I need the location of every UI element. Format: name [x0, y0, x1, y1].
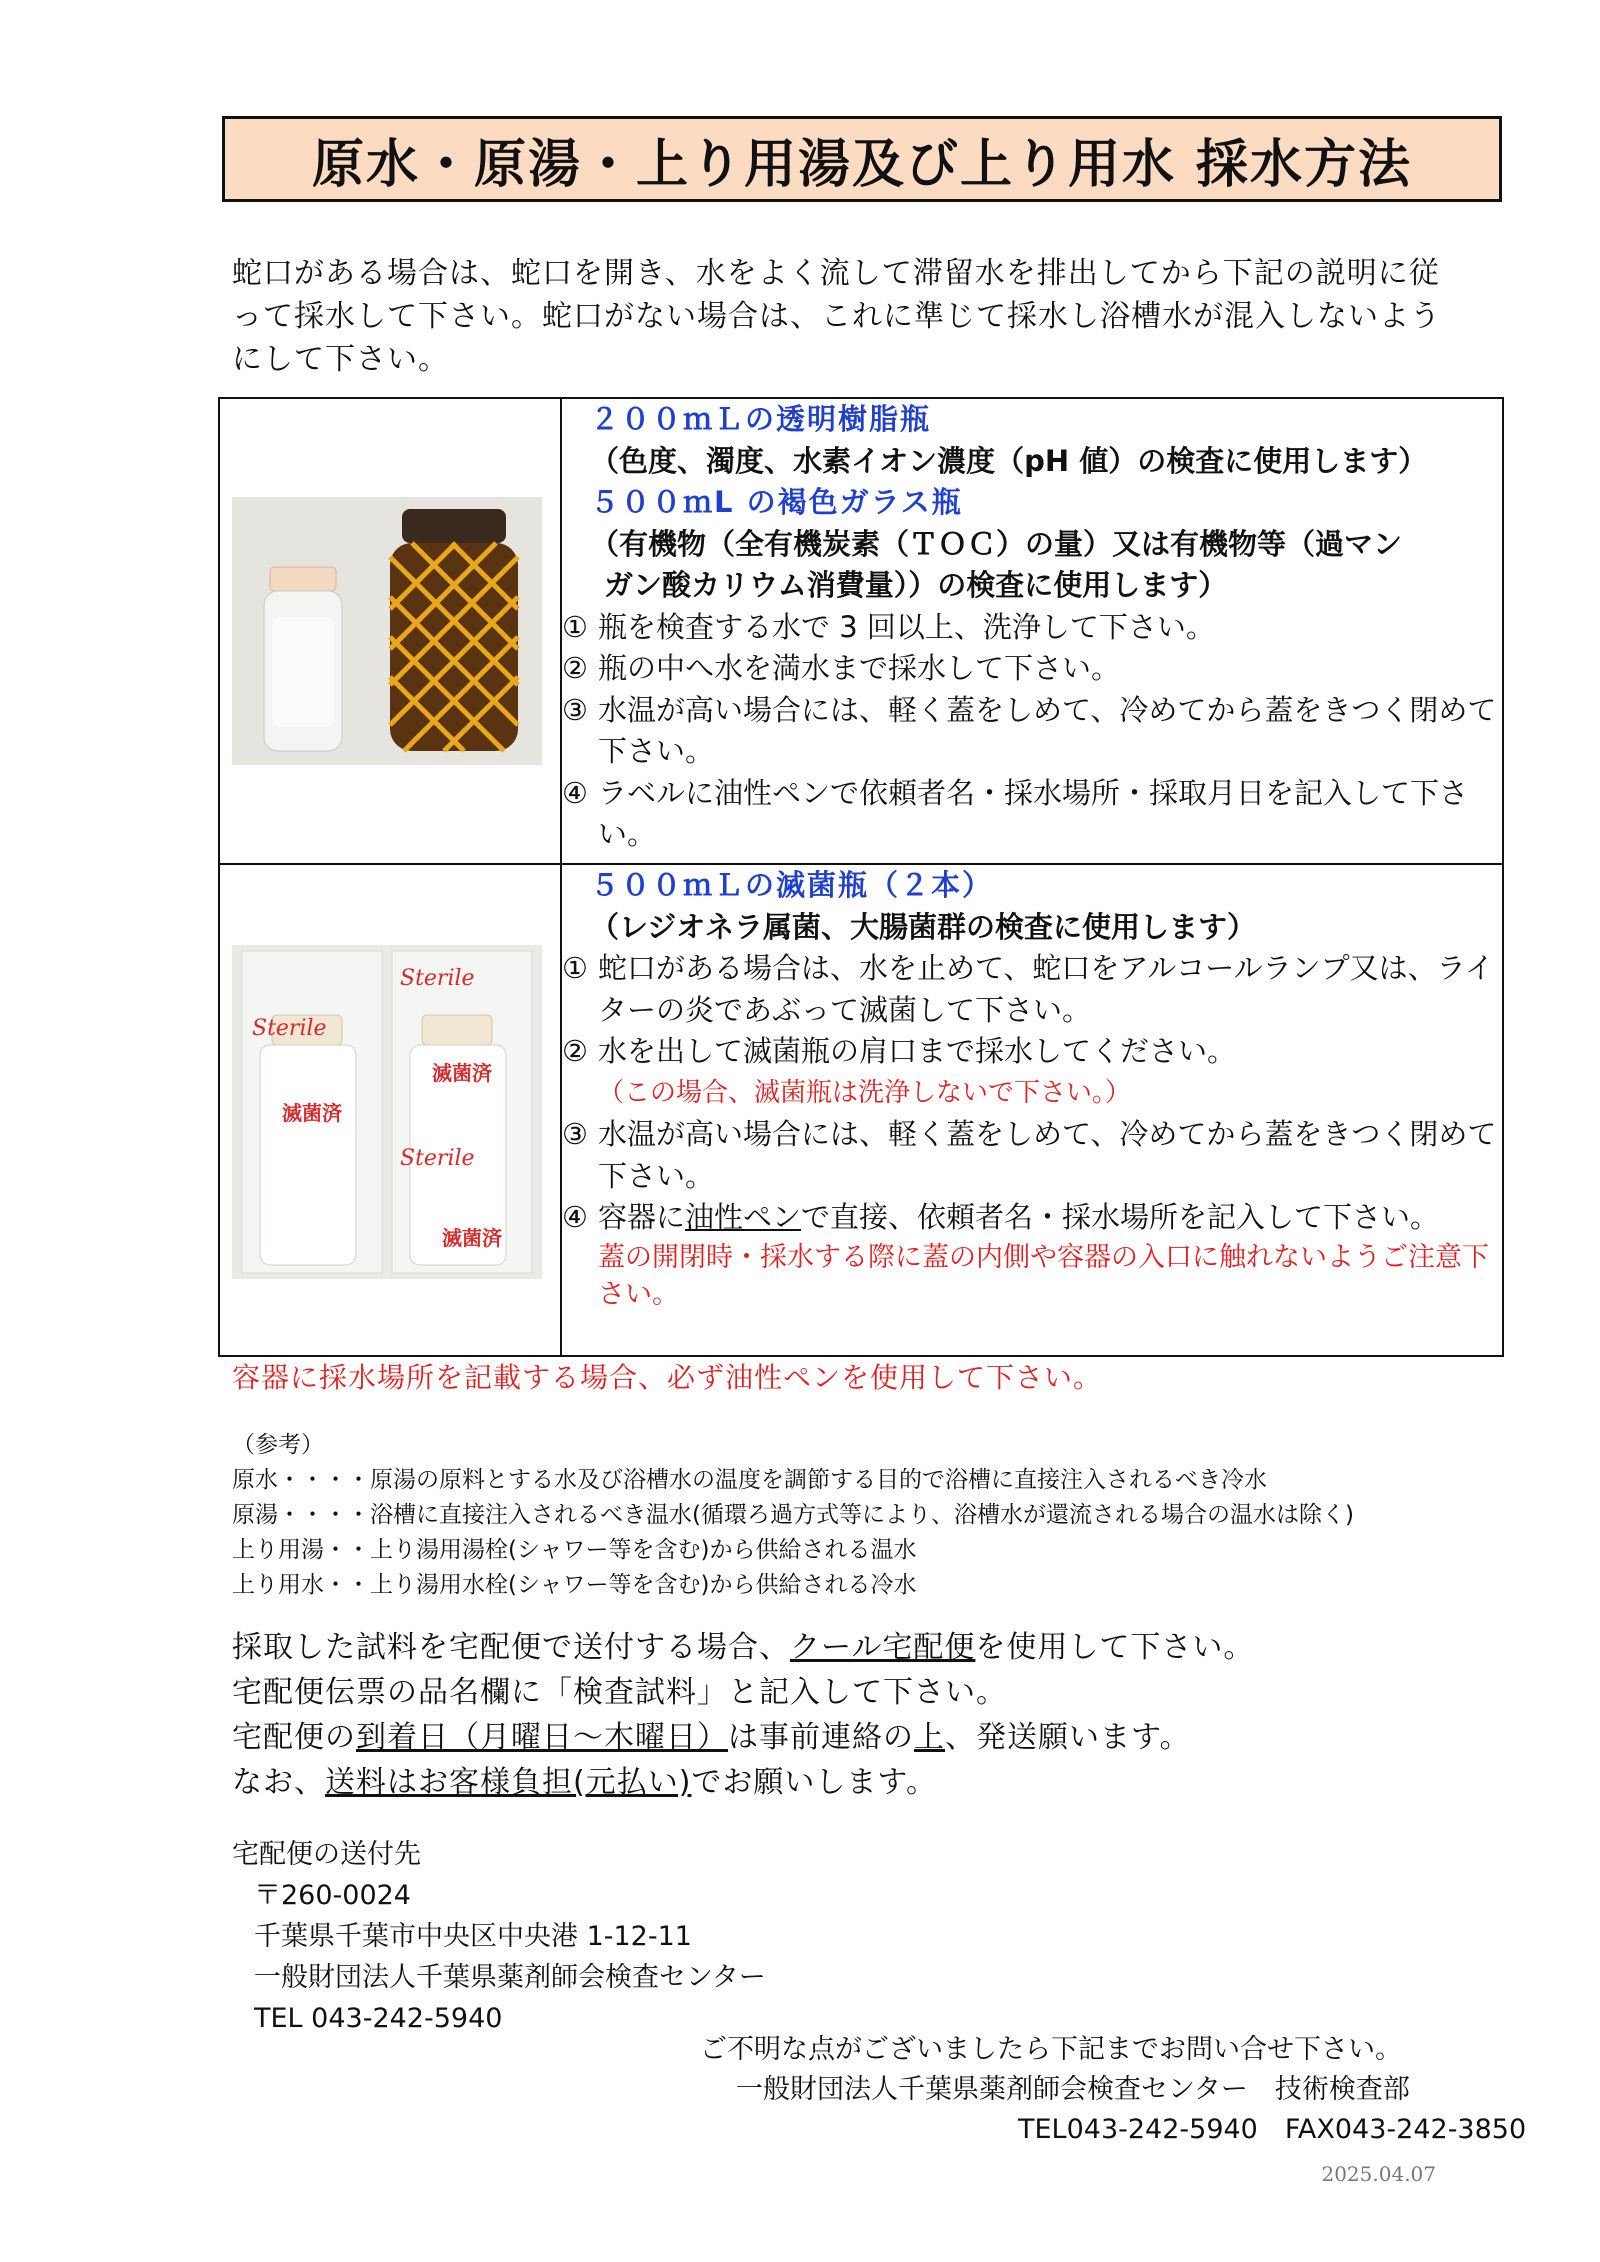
shipping-notes: [232, 1625, 1254, 1805]
note-text: を使用して下さい。: [975, 1630, 1255, 1665]
step-number: ④: [562, 1200, 588, 1234]
organization: 一般財団法人千葉県薬剤師会検査センター: [254, 1962, 766, 1993]
street-address: 千葉県千葉市中央区中央港 1-12-11: [254, 1921, 692, 1952]
note-line: [232, 1760, 1254, 1805]
cap-warning: 蓋の開閉時・採水する際に蓋の内側や容器の入口に触れないようご注意下さい。: [598, 1241, 1489, 1310]
step-text-post: で直接、依頼者名・採水場所を記入して下さい。: [801, 1200, 1440, 1234]
address-label: 宅配便の送付先: [232, 1839, 421, 1870]
note-text: 採取した試料を宅配便で送付する場合、: [232, 1630, 790, 1665]
cool-delivery: クール宅配便: [790, 1630, 976, 1665]
note-text: は事前連絡の: [728, 1720, 914, 1755]
heading-clear-bottle: ２００ｍＬの透明樹脂瓶: [590, 402, 932, 436]
step-number: ③: [562, 1117, 588, 1151]
references-label: （参考）: [232, 1432, 324, 1458]
shipping-address: [232, 1834, 766, 2039]
step-text: [598, 1197, 1502, 1239]
step-text: 蛇口がある場合は、水を止めて、蛇口をアルコールランプ又は、ライターの炎であぶって滅菌して下さい。: [598, 951, 1494, 1027]
step-item: [562, 773, 1502, 856]
intro-text: [232, 252, 1502, 381]
step-number: ①: [562, 951, 588, 985]
desc-brown-bottle-a: （有機物（全有機炭素（ＴＯＣ）の量）又は有機物等（過マン: [590, 526, 1403, 561]
step-text-pre: 容器に: [598, 1200, 686, 1234]
reference-item: 原水・・・・原湯の原料とする水及び浴槽水の温度を調節する目的で浴槽に直接注入されるべき冷水: [232, 1467, 1267, 1493]
step-text: ラベルに油性ペンで依頼者名・採水場所・採取月日を記入して下さい。: [598, 775, 1469, 851]
bottle-photo-cell-2: [219, 864, 561, 1356]
step-number: ④: [562, 775, 588, 810]
sterile-bottles-photo: [232, 945, 542, 1279]
note-line: 宅配便伝票の品名欄に「検査試料」と記入して下さい。: [232, 1675, 1007, 1710]
sterile-label: Sterile: [252, 1016, 327, 1041]
step-item: [562, 690, 1502, 773]
oil-pen-underline: 油性ペン: [685, 1200, 802, 1234]
sterilized-label: 滅菌済: [432, 1061, 492, 1085]
step-number: ①: [562, 609, 588, 644]
note-line: [232, 1715, 1254, 1760]
note-text: 、発送願います。: [945, 1720, 1191, 1755]
desc-brown-bottle-b: ガン酸カリウム消費量））の検査に使用します）: [604, 568, 1228, 602]
bottle-instructions-2: [561, 864, 1503, 1356]
contact-line: ご不明な点がございましたら下記までお問い合せ下さい。: [700, 2034, 1402, 2065]
sampling-table: [218, 397, 1504, 1357]
step-item: [562, 607, 1502, 649]
step-item: [562, 648, 1502, 690]
step-item: [562, 1031, 1502, 1073]
arrival-days: 到着日（月曜日～木曜日）: [356, 1720, 728, 1755]
intro-line: 蛇口がある場合は、蛇口を開き、水をよく流して滞留水を排出してから下記の説明に従: [232, 256, 1440, 291]
shipping-fee: 送料はお客様負担(元払い): [325, 1765, 692, 1800]
bottle-photo-cell-1: [219, 398, 561, 864]
sterile-label: Sterile: [400, 966, 475, 991]
step-item: [562, 948, 1502, 1031]
step-text: 瓶の中へ水を満水まで採水して下さい。: [598, 651, 1121, 685]
note-line: [232, 1625, 1254, 1670]
note-text: でお願いします。: [691, 1765, 938, 1800]
sterile-label: Sterile: [400, 1146, 475, 1171]
step-text: 瓶を検査する水で 3 回以上、洗浄して下さい。: [598, 609, 1215, 644]
desc-sterile-bottle: （レジオネラ属菌、大腸菌群の検査に使用します）: [590, 909, 1256, 944]
contact-line: TEL043-242-5940 FAX043-242-3850: [1018, 2114, 1527, 2145]
sterilized-label: 滅菌済: [282, 1101, 342, 1125]
step-number: ②: [562, 1034, 588, 1068]
step-number: ②: [562, 651, 588, 685]
step-number: ③: [562, 692, 588, 727]
step-item: [562, 1114, 1502, 1197]
step-text: 水温が高い場合には、軽く蓋をしめて、冷めてから蓋をきつく閉めて下さい。: [598, 692, 1497, 768]
step-text: 水を出して滅菌瓶の肩口まで採水してください。: [598, 1034, 1237, 1068]
intro-line: にして下さい。: [232, 342, 449, 377]
red-note: 容器に採水場所を記載する場合、必ず油性ペンを使用して下さい。: [232, 1361, 1103, 1394]
reference-item: 原湯・・・・浴槽に直接注入されるべき温水(循環ろ過方式等により、浴槽水が還流される場合の温水は除く): [232, 1502, 1354, 1528]
note-underline: 上: [914, 1720, 945, 1755]
note-text: 宅配便の: [232, 1720, 356, 1755]
sterilized-label: 滅菌済: [442, 1226, 502, 1250]
desc-clear-bottle: （色度、濁度、水素イオン濃度（pH 値）の検査に使用します）: [590, 443, 1428, 478]
references: [232, 1428, 1354, 1603]
reference-item: 上り用水・・上り湯用水栓(シャワー等を含む)から供給される冷水: [232, 1572, 917, 1598]
step-note: （この場合、滅菌瓶は洗浄しないで下さい。）: [598, 1077, 1132, 1108]
step-text: 水温が高い場合には、軽く蓋をしめて、冷めてから蓋をきつく閉めて下さい。: [598, 1117, 1497, 1193]
contact-info: [700, 2030, 1526, 2150]
step-item: [562, 1197, 1502, 1239]
note-text: なお、: [232, 1765, 325, 1800]
intro-line: って採水して下さい。蛇口がない場合は、これに準じて採水し浴槽水が混入しないよう: [232, 299, 1441, 334]
heading-sterile-bottle: ５００ｍＬの滅菌瓶（２本）: [590, 868, 994, 902]
heading-brown-bottle: ５００ｍL の褐色ガラス瓶: [590, 485, 963, 519]
contact-line: 一般財団法人千葉県薬剤師会検査センター 技術検査部: [736, 2074, 1410, 2105]
bottle-instructions-1: [561, 398, 1503, 864]
phone: TEL 043-242-5940: [254, 2003, 503, 2034]
reference-item: 上り用湯・・上り湯用湯栓(シャワー等を含む)から供給される温水: [232, 1537, 917, 1563]
bottles-photo: [232, 497, 542, 765]
page-title: 原水・原湯・上り用湯及び上り用水 採水方法: [222, 116, 1502, 202]
document-date: 2025.04.07: [1321, 2162, 1436, 2186]
postal-code: 〒260-0024: [254, 1880, 411, 1911]
